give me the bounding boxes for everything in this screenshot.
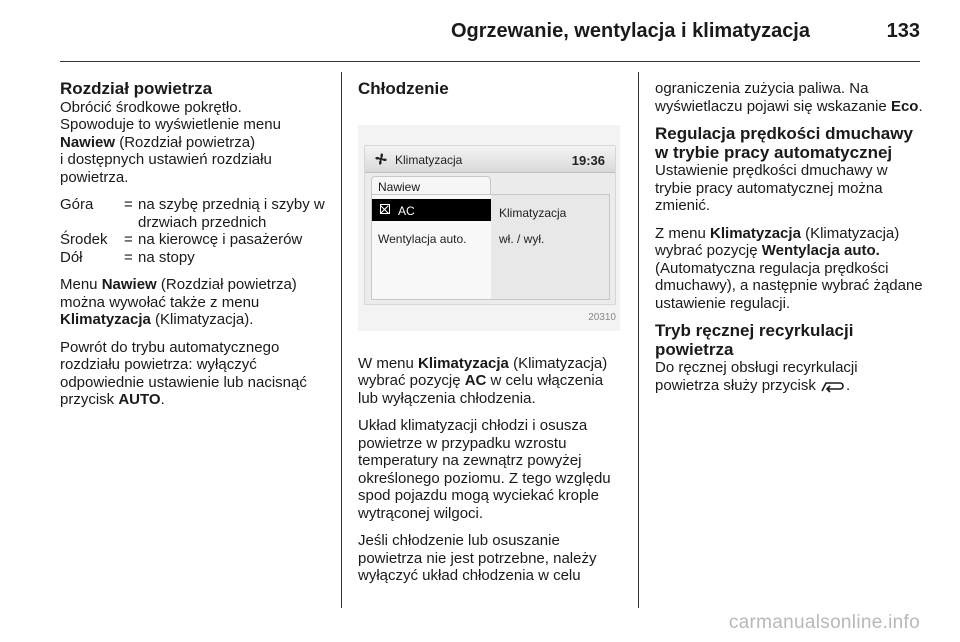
- paragraph-auto: [60, 339, 328, 409]
- paragraph-intro: [60, 99, 328, 187]
- text: Do ręcznej obsługi recyrkulacji powietrza służy przycisk: [655, 359, 858, 394]
- checkbox-checked-icon: [380, 204, 390, 214]
- text: powietrza.: [60, 168, 129, 186]
- column-1: [60, 80, 328, 419]
- image-number: 20310: [588, 312, 616, 323]
- table-key: Środek: [60, 231, 108, 248]
- display-menu-list: [371, 194, 493, 300]
- text: W menu: [358, 354, 419, 372]
- paragraph-recirculation: [655, 359, 925, 394]
- section-heading-fan-speed: Regulacja prędkości dmuchawy w trybie pracy automatycznej: [655, 124, 913, 162]
- page-number: 133: [886, 20, 920, 42]
- text: (Klimatyzacja) wybrać pozycję: [358, 354, 608, 389]
- text: Z menu: [655, 224, 711, 242]
- paragraph-eco: [655, 80, 925, 115]
- text: Powrót do trybu automatycznego rozdziału powietrza: wyłączyć odpowiednie ustawienie lub nacisnąć przycisk: [60, 338, 307, 408]
- display-menu-item-auto-vent: Wentylacja auto.: [378, 231, 467, 246]
- paragraph-menu: [60, 276, 328, 329]
- text: ograniczenia zużycia paliwa. Na wyświetlaczu pojawi się wskazanie: [655, 80, 891, 115]
- text: (Klimatyzacja) wybrać pozycję: [655, 224, 900, 259]
- table-key: Góra: [60, 196, 94, 213]
- table-value: na stopy: [138, 248, 195, 266]
- display-time: 19:36: [571, 152, 605, 168]
- column-divider-1: [341, 72, 342, 608]
- text: (Rozdział powietrza): [115, 133, 256, 151]
- text: i dostępnych ustawień rozdziału: [60, 151, 272, 168]
- text: .: [918, 97, 923, 115]
- menu-term: Klimatyzacja: [60, 311, 151, 328]
- air-distribution-table: [60, 196, 328, 266]
- paragraph-fan-speed: Ustawienie prędkości dmuchawy w trybie pracy automatycznej można zmienić.: [655, 162, 888, 214]
- display-tab-label: Nawiew: [378, 179, 421, 194]
- text: Menu: [60, 276, 102, 293]
- paragraph-ac: [358, 355, 626, 408]
- text: .: [160, 391, 165, 408]
- text: (Rozdział powietrza) można wywołać także z menu: [60, 276, 297, 311]
- menu-term: Nawiew: [101, 276, 157, 293]
- display-title-bar: [365, 146, 615, 173]
- table-eq: =: [124, 196, 133, 213]
- menu-term: Klimatyzacja: [710, 224, 801, 242]
- paragraph-cooling-info: Układ klimatyzacji chłodzi i osusza powietrze w przypadku wzrostu temperatury na zewnątrz powyżej określonego poziomu. Z tego względu spod pojazdu mogą wyciekać krople wytrąconej wilgoci.: [358, 417, 611, 522]
- section-heading-air-distribution: Rozdział powietrza: [60, 79, 213, 98]
- menu-term: AC: [464, 372, 487, 389]
- display-menu-item-label: AC: [398, 203, 415, 218]
- table-row: [60, 249, 328, 267]
- display-screen: [364, 145, 616, 305]
- text: (Automatyczna regulacja prędkości dmuchawy), a następnie wybrać żądane ustawienie regulacji.: [655, 259, 923, 312]
- text: .: [846, 376, 851, 394]
- display-title: Klimatyzacja: [395, 152, 463, 167]
- header-divider: [60, 61, 920, 62]
- menu-term: Wentylacja auto.: [761, 242, 880, 259]
- display-info-line-1: Klimatyzacja: [499, 205, 567, 220]
- recirculation-icon: [820, 379, 846, 393]
- button-term: AUTO: [118, 391, 161, 408]
- paragraph-fan-speed-menu: [655, 225, 925, 313]
- table-row: [60, 196, 328, 231]
- column-2: [358, 80, 626, 595]
- text: Spowoduje to wyświetlenie menu: [60, 116, 281, 133]
- fan-icon: [373, 151, 389, 167]
- section-heading-cooling: Chłodzenie: [358, 79, 449, 98]
- table-eq: =: [124, 248, 133, 266]
- table-row: [60, 231, 328, 249]
- page-header-title: Ogrzewanie, wentylacja i klimatyzacja: [450, 20, 810, 42]
- text: Obrócić środkowe pokrętło.: [60, 98, 242, 116]
- display-info-line-2: wł. / wył.: [499, 231, 545, 246]
- watermark: carmanualsonline.info: [728, 612, 920, 633]
- text: w celu włączenia lub wyłączenia chłodzenia.: [358, 372, 604, 407]
- table-key: Dół: [60, 248, 83, 266]
- table-value: na kierowcę i pasażerów: [138, 231, 303, 248]
- display-info-panel: [491, 194, 610, 300]
- table-eq: =: [124, 231, 133, 248]
- display-term: Eco: [890, 97, 919, 115]
- display-illustration: [358, 125, 620, 331]
- table-value: na szybę przednią i szyby w drzwiach przednich: [138, 196, 325, 231]
- section-heading-recirculation: Tryb ręcznej recyrkulacji powietrza: [655, 321, 854, 359]
- column-3: [655, 80, 925, 404]
- display-menu-item-ac: [372, 199, 492, 221]
- menu-term: Nawiew: [60, 133, 116, 151]
- column-divider-2: [638, 72, 639, 608]
- text: (Klimatyzacja).: [150, 311, 254, 328]
- display-tab-air: [371, 176, 491, 195]
- paragraph-cooling-off: Jeśli chłodzenie lub osuszanie powietrza nie jest potrzebne, należy wyłączyć układ chłodzenia w celu: [358, 532, 597, 584]
- menu-term: Klimatyzacja: [418, 354, 509, 372]
